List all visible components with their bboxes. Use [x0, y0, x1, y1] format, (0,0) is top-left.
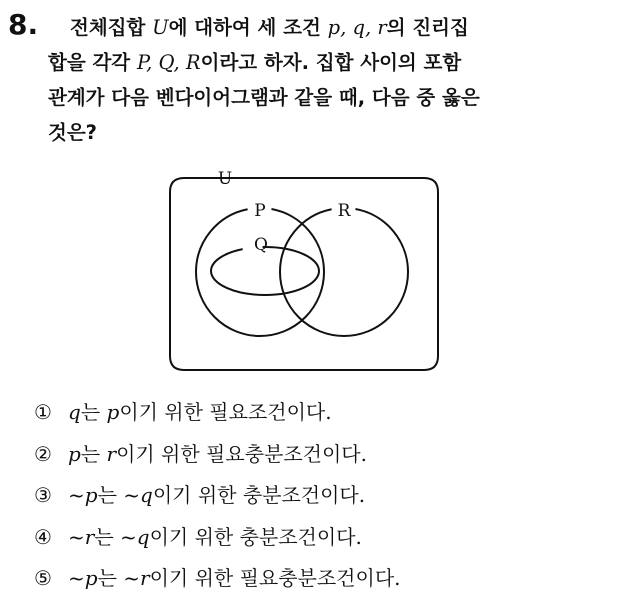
choice-number: ⑤ — [34, 566, 52, 590]
set-q-label: Q — [254, 235, 268, 255]
choice-number: ③ — [34, 483, 52, 507]
choice-2[interactable]: ② p는 r이기 위한 필요충분조건이다. — [34, 434, 401, 476]
stem-line-2: 합을 각각 P, Q, R이라고 하자. 집합 사이의 포함 — [48, 51, 462, 74]
set-p-circle — [196, 208, 324, 336]
stem-line-4: 것은? — [48, 121, 97, 144]
choice-number: ① — [34, 400, 52, 424]
choice-1[interactable]: ① q는 p이기 위한 필요조건이다. — [34, 392, 401, 434]
choice-number: ④ — [34, 524, 52, 549]
venn-diagram — [160, 160, 450, 380]
condition-symbols: p, q, r — [327, 16, 387, 39]
set-p-label: P — [254, 201, 266, 221]
universe-label: U — [217, 169, 233, 189]
set-r-label: R — [337, 201, 351, 221]
set-r-circle — [280, 208, 408, 336]
universe-box — [170, 178, 438, 370]
question-number: 8. — [8, 8, 39, 41]
answer-choices — [34, 392, 401, 600]
choice-5[interactable]: ⑤ ~p는 ~r이기 위한 필요충분조건이다. — [34, 558, 401, 600]
set-symbols: P, Q, R — [136, 51, 201, 74]
choice-4[interactable]: ④ ~r는 ~q이기 위한 충분조건이다. — [34, 517, 401, 559]
question-stem — [48, 10, 618, 150]
universe-symbol: U — [152, 16, 169, 39]
choice-number: ② — [34, 441, 52, 466]
stem-line-3: 관계가 다음 벤다이어그램과 같을 때, 다음 중 옳은 — [48, 86, 480, 109]
stem-line-1: 전체집합 U에 대하여 세 조건 p, q, r의 진리집 — [70, 16, 469, 39]
choice-3[interactable]: ③ ~p는 ~q이기 위한 충분조건이다. — [34, 475, 401, 517]
